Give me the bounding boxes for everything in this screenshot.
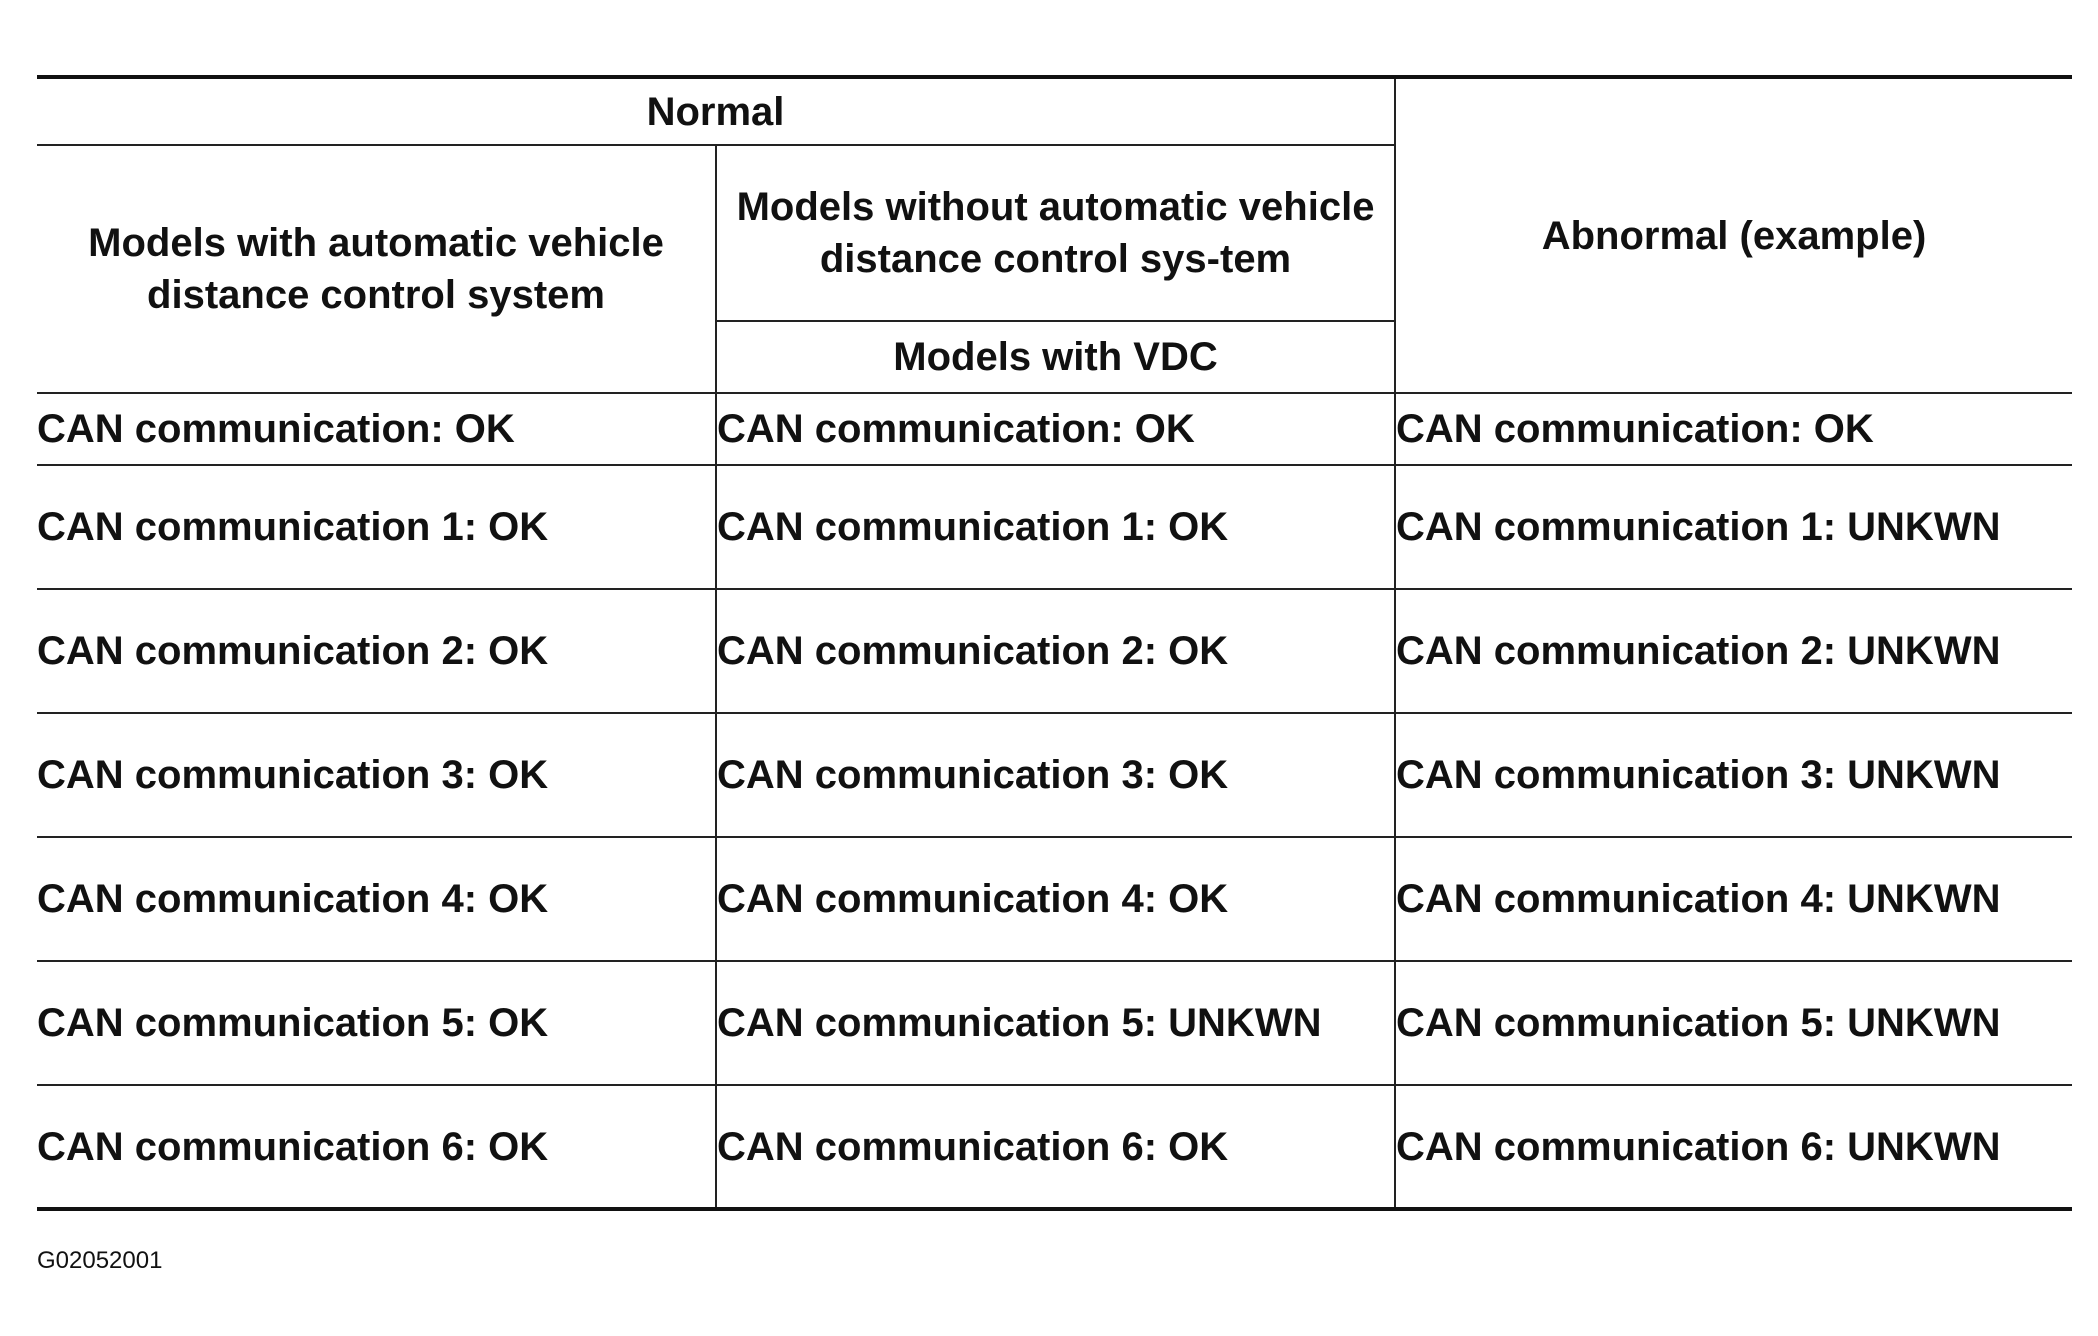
table-cell: CAN communication 4: UNKWN — [1395, 837, 2072, 961]
can-communication-table — [37, 75, 2072, 1211]
header-models-with-system: Models with automatic vehicle distance control system — [37, 145, 716, 393]
table-row — [37, 713, 2072, 837]
table-cell: CAN communication 2: OK — [37, 589, 716, 713]
table-row — [37, 837, 2072, 961]
table-row — [37, 1085, 2072, 1209]
table-cell: CAN communication 3: UNKWN — [1395, 713, 2072, 837]
table-cell: CAN communication 1: OK — [37, 465, 716, 589]
table-cell: CAN communication 4: OK — [37, 837, 716, 961]
table-cell: CAN communication 4: OK — [716, 837, 1395, 961]
header-models-with-vdc: Models with VDC — [716, 321, 1395, 393]
table-cell: CAN communication 6: UNKWN — [1395, 1085, 2072, 1209]
table-cell: CAN communication: OK — [37, 393, 716, 465]
table-cell: CAN communication: OK — [716, 393, 1395, 465]
header-abnormal-example: Abnormal (example) — [1395, 77, 2072, 393]
table-row — [37, 465, 2072, 589]
table-cell: CAN communication 1: OK — [716, 465, 1395, 589]
header-models-without-system: Models without automatic vehicle distance control sys-tem — [716, 145, 1395, 321]
table-cell: CAN communication 2: OK — [716, 589, 1395, 713]
figure-code: G02052001 — [37, 1247, 163, 1274]
table-cell: CAN communication 6: OK — [716, 1085, 1395, 1209]
table-cell: CAN communication 3: OK — [716, 713, 1395, 837]
table-cell: CAN communication: OK — [1395, 393, 2072, 465]
table-cell: CAN communication 6: OK — [37, 1085, 716, 1209]
table-cell: CAN communication 5: UNKWN — [716, 961, 1395, 1085]
table-row — [37, 393, 2072, 465]
table-row — [37, 961, 2072, 1085]
table-row — [37, 589, 2072, 713]
table-cell: CAN communication 3: OK — [37, 713, 716, 837]
table-cell: CAN communication 1: UNKWN — [1395, 465, 2072, 589]
header-row-normal — [37, 77, 2072, 145]
table-cell: CAN communication 5: UNKWN — [1395, 961, 2072, 1085]
header-normal: Normal — [37, 77, 1395, 145]
table-cell: CAN communication 5: OK — [37, 961, 716, 1085]
table-cell: CAN communication 2: UNKWN — [1395, 589, 2072, 713]
